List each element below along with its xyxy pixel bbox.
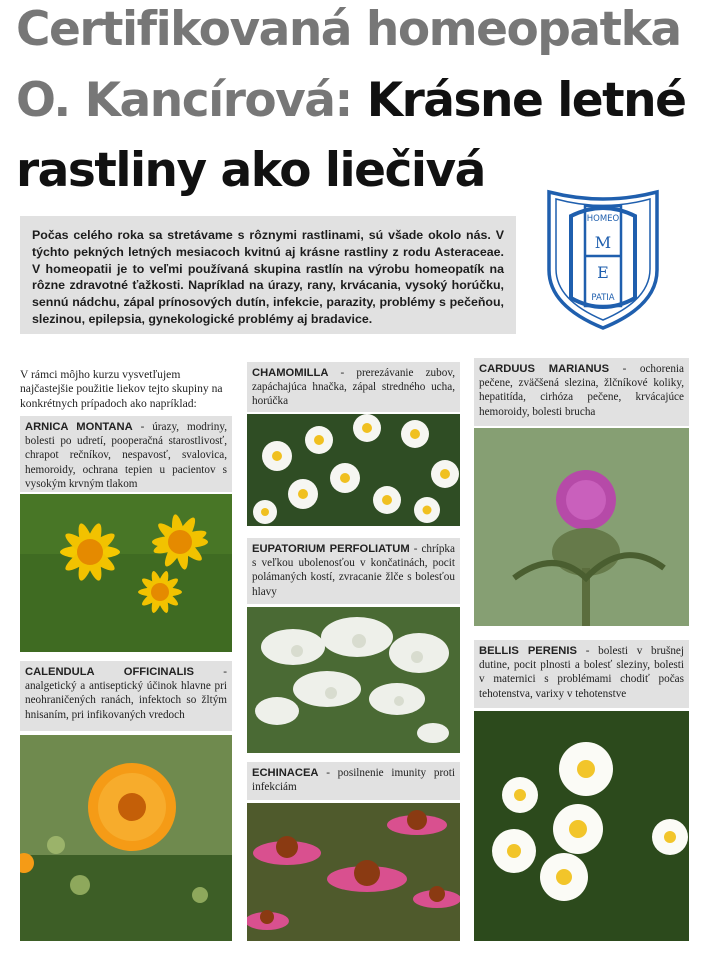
logo-bottom-text: PATIA: [591, 293, 615, 303]
plant-name: ARNICA MONTANA: [25, 421, 133, 433]
plant-text: - analgetický a antiseptický účinok hlavne pri neohraničených ranách, infektoch so žltým hnisaním, pri infikovaných vredoch: [25, 666, 227, 721]
plant-text: - prerezávanie zubov, zapáchajúca hnačka, zápal stredného ucha, horúčka: [252, 367, 455, 408]
logo-top-text: HOMEO: [586, 214, 620, 224]
logo-letter-m: M: [594, 233, 612, 252]
plant-name: CHAMOMILLA: [252, 367, 329, 379]
plant-text: - ochorenia pečene, zväčšená slezina, žlčníkové koliky, hepatitída, cirhóza pečene, krvácajúce hemoroidy, bolesti brucha: [479, 363, 684, 418]
plant-name: BELLIS PERENIS: [479, 645, 577, 657]
photo-echinacea: [247, 803, 460, 941]
plant-text: - bolesti v brušnej dutine, pocit plnosti a bolesť sleziny, bolesti v maternici s problémami chodiť počas tehotenstva, varixy v tehotenstve: [479, 645, 684, 700]
photo-arnica: [20, 494, 232, 652]
author-name: O. Kancírová:: [16, 73, 352, 128]
plant-name: CALENDULA OFFICINALIS: [25, 666, 194, 678]
photo-eupatorium: [247, 607, 460, 753]
caption-carduus: [474, 358, 689, 426]
title-line-3: rastliny ako liečivá: [16, 143, 485, 198]
homeopatia-logo: [541, 186, 665, 332]
title-line-1: Certifikovaná homeopatka: [16, 2, 681, 57]
photo-calendula: [20, 735, 232, 941]
caption-bellis: [474, 640, 689, 708]
photo-chamomilla: [247, 414, 460, 526]
caption-chamomilla: [247, 362, 460, 412]
plant-text: - posilnenie imunity proti infekciám: [252, 767, 455, 794]
plant-text: - úrazy, modriny, bolesti po udretí, pooperačná starostlivosť, chrapot rečníkov, nespavosť, svalovica, hemoroidy, ochrana tepien u pacientov s vysokým krvným tlakom: [25, 421, 227, 490]
logo-shield-icon: [541, 186, 665, 332]
intro-box: [20, 216, 516, 334]
title-highlight: Krásne letné: [366, 73, 686, 128]
photo-bellis: [474, 711, 689, 941]
caption-calendula: [20, 661, 232, 731]
intro-text: Počas celého roka sa stretávame s rôznymi rastlinami, sú všade okolo nás. V týchto pekných letných mesiacoch kvitnú aj krásne rastliny z rodu Asteraceae. V homeopatii je to veľmi používaná skupina rastlín na výrobu homeopatík na rôzne zdravotné ťažkosti. Napríklad na úrazy, rany, krvácania, vysoký horúčku, sennú nádchu, zápal prínosových dutín, infekcie, parazity, problémy s pečeňou, slezinou, epilepsia, gynekologické problémy aj bradavice.: [32, 228, 504, 326]
caption-eupatorium: [247, 538, 460, 604]
course-note: V rámci môjho kurzu vysvetľujem najčastejšie použitie liekov tejto skupiny na konkrétnych prípadoch ako napríklad:: [20, 368, 223, 410]
plant-name: ECHINACEA: [252, 767, 319, 779]
photo-carduus: [474, 428, 689, 626]
caption-echinacea: [247, 762, 460, 800]
plant-name: EUPATORIUM PERFOLIATUM: [252, 543, 410, 555]
title-line-2: [16, 73, 686, 128]
plant-name: CARDUUS MARIANUS: [479, 363, 610, 375]
logo-letter-e: E: [597, 263, 609, 282]
caption-arnica: [20, 416, 232, 492]
plant-text: - chrípka s veľkou ubolenosťou v končatinách, pocit polámaných kostí, zvracanie žlče s bolesťou hlavy: [252, 543, 455, 598]
